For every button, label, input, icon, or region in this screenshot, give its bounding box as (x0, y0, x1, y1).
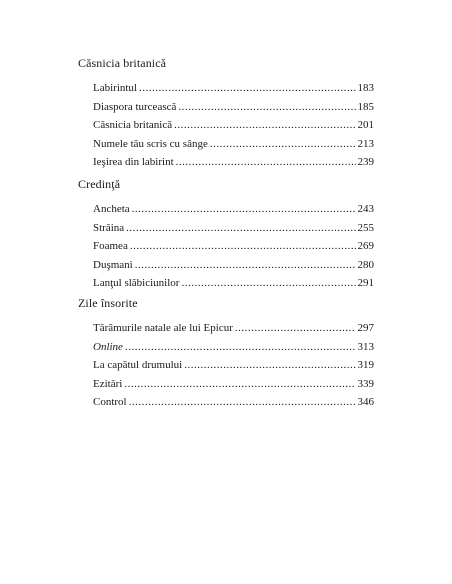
dot-leader (126, 222, 355, 235)
entry-page-number: 280 (357, 258, 374, 271)
toc-entry (93, 138, 374, 157)
toc-entry (93, 203, 374, 222)
entry-title: Ezitări (93, 377, 123, 390)
toc-entry (93, 341, 374, 360)
section-title: Credinţă (78, 177, 121, 191)
dot-leader (139, 82, 356, 95)
dot-leader (178, 101, 355, 114)
entry-title: Străina (93, 221, 125, 234)
entry-title: Online (93, 340, 123, 353)
toc-entry (93, 359, 374, 378)
section-title: Zile însorite (78, 296, 138, 310)
entry-title: La capătul drumului (93, 359, 183, 371)
entry-page-number: 269 (357, 240, 374, 252)
entry-title: Labirintul (93, 82, 137, 94)
dot-leader (181, 277, 355, 290)
entry-list (93, 82, 374, 175)
entry-page-number: 183 (357, 82, 374, 94)
toc-entry (93, 101, 374, 120)
entry-title: Ancheta (93, 203, 130, 215)
dot-leader (184, 359, 355, 372)
entry-page-number: 313 (357, 340, 374, 353)
dot-leader (124, 378, 355, 391)
toc-entry (93, 222, 374, 241)
toc-entry (93, 119, 374, 138)
section-title: Căsnicia britanică (78, 56, 167, 70)
toc-entry (93, 82, 374, 101)
dot-leader (174, 119, 355, 132)
toc-entry (93, 378, 374, 397)
dot-leader (130, 240, 356, 253)
toc-entry (93, 277, 374, 296)
dot-leader (176, 156, 356, 169)
toc-entry (93, 322, 374, 341)
toc-entry (93, 156, 374, 175)
section-zile-insorite (78, 296, 374, 415)
section-casnicia-britanica (78, 56, 374, 175)
entry-page-number: 291 (357, 277, 374, 289)
dot-leader (129, 396, 356, 409)
entry-page-number: 319 (357, 359, 374, 371)
entry-page-number: 297 (357, 322, 374, 334)
toc-entry (93, 396, 374, 415)
entry-page-number: 346 (357, 396, 374, 408)
entry-page-number: 201 (357, 119, 374, 131)
entry-list (93, 322, 374, 415)
dot-leader (132, 203, 356, 216)
toc-entry (93, 259, 374, 278)
entry-page-number: 213 (357, 137, 374, 150)
entry-title: Numele tău scris cu sânge (93, 137, 208, 150)
entry-page-number: 243 (357, 203, 374, 215)
entry-title: Ieşirea din labirint (93, 156, 174, 168)
entry-page-number: 185 (357, 100, 374, 113)
entry-title: Diaspora turcească (93, 100, 177, 113)
entry-page-number: 239 (357, 156, 374, 168)
entry-title: Tărâmurile natale ale lui Epicur (93, 322, 233, 334)
entry-page-number: 255 (357, 221, 374, 234)
section-credinta (78, 177, 374, 296)
dot-leader (125, 341, 356, 354)
entry-title: Duşmani (93, 258, 133, 271)
dot-leader (210, 138, 356, 151)
dot-leader (135, 259, 356, 272)
entry-title: Lanţul slăbiciunilor (93, 277, 180, 289)
entry-title: Foamea (93, 240, 128, 252)
entry-title: Control (93, 396, 127, 408)
entry-list (93, 203, 374, 296)
dot-leader (235, 322, 356, 335)
entry-page-number: 339 (357, 377, 374, 390)
entry-title: Căsnicia britanică (93, 119, 173, 131)
toc-entry (93, 240, 374, 259)
